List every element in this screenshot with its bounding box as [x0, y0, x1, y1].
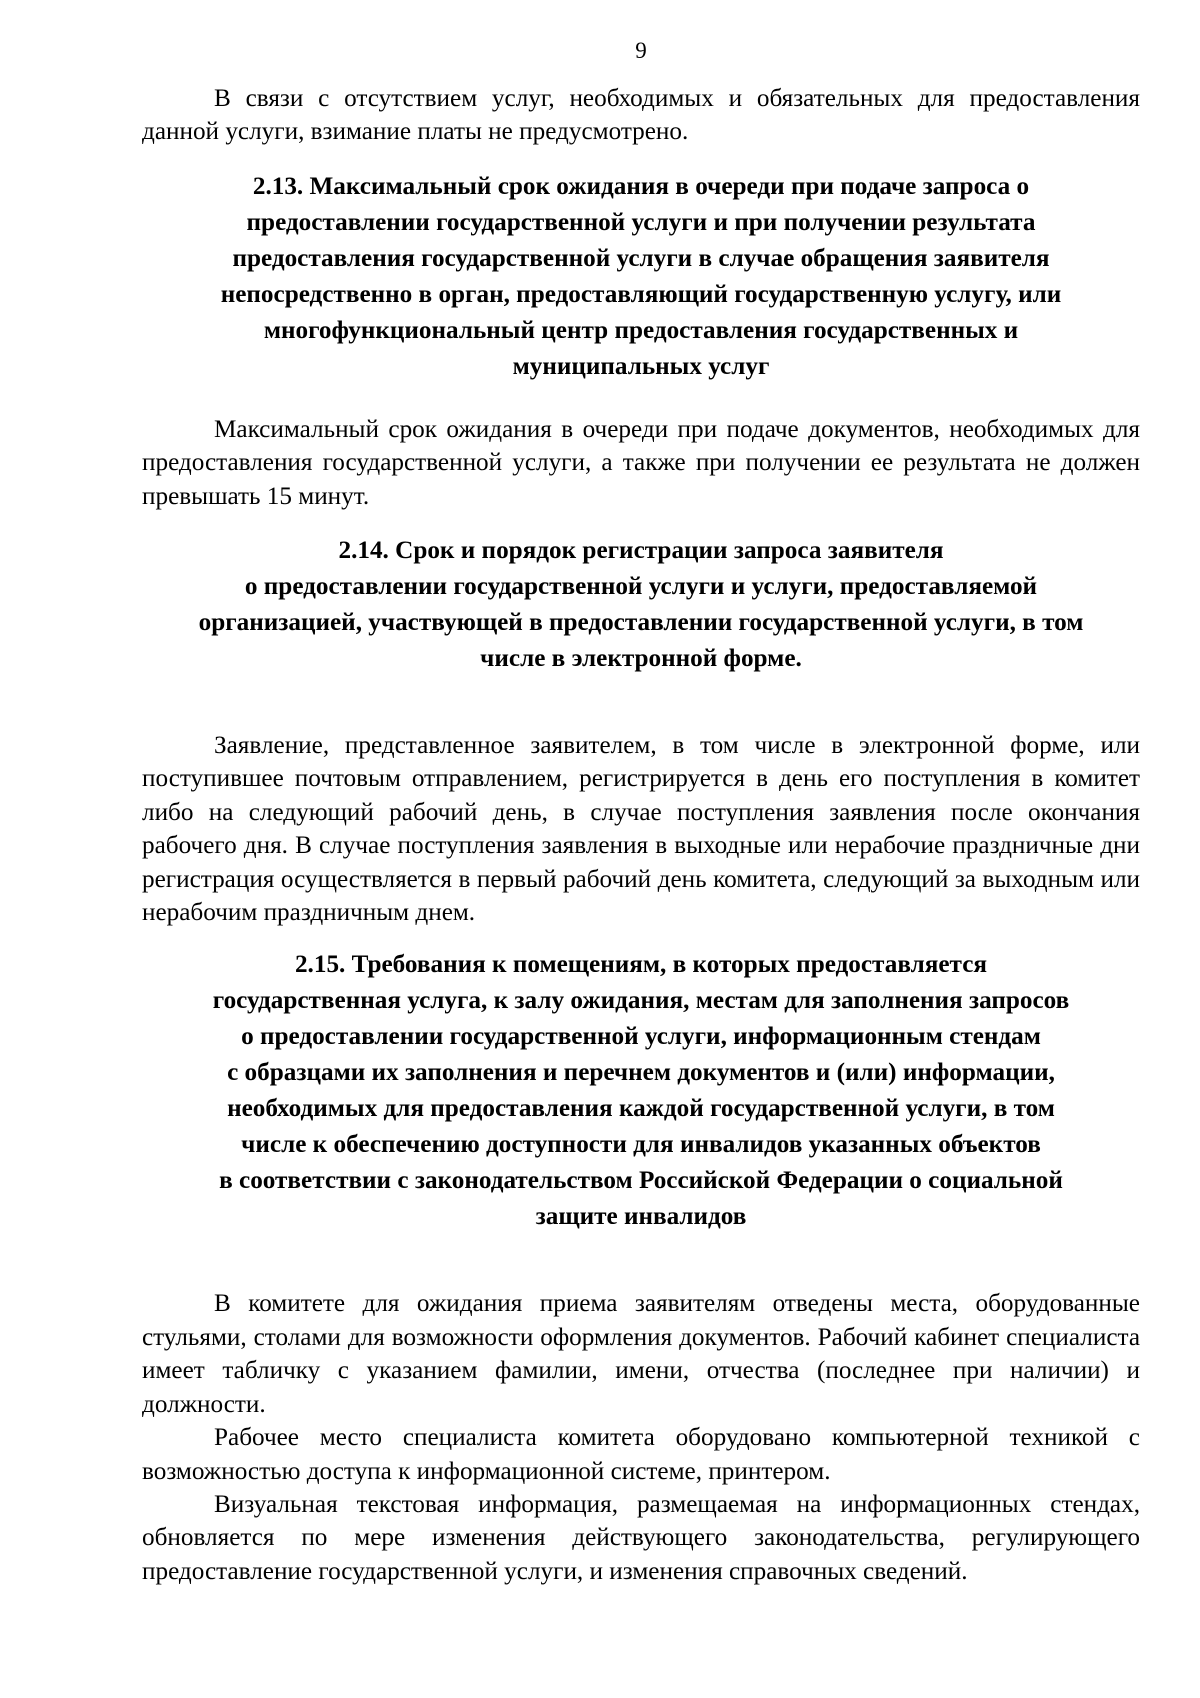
heading-line: о предоставлении государственной услуги, информационным стендам: [241, 1023, 1041, 1051]
heading-line: организацией, участвующей в предоставлении государственной услуги, в том: [198, 609, 1084, 637]
paragraph-wait-time: Максимальный срок ожидания в очереди при подаче документов, необходимых для предоставления государственной услуги, а также при получении ее результата не должен превышать 15 минут.: [142, 415, 1140, 510]
heading-line: государственная услуга, к залу ожидания, местам для заполнения запросов: [212, 987, 1070, 1015]
paragraph-premises-seating: В комитете для ожидания приема заявителям отведены места, оборудованные стульями, столами для возможности оформления документов. Рабочий кабинет специалиста имеет табличку с указанием фамилии, имени, отчества (последнее при наличии) и должности.: [142, 1290, 1140, 1418]
heading-line: непосредственно в орган, предоставляющий государственную услугу, или: [220, 280, 1062, 308]
paragraph-premises-workplace: Рабочее место специалиста комитета оборудовано компьютерной техникой с возможностью доступа к информационной системе, принтером.: [142, 1424, 1140, 1485]
heading-line: о предоставлении государственной услуги и услуги, предоставляемой: [244, 573, 1038, 601]
heading-line: 2.14. Срок и порядок регистрации запроса заявителя: [338, 537, 944, 565]
paragraph-fee-note: В связи с отсутствием услуг, необходимых и обязательных для предоставления данной услуги, взимание платы не предусмотрено.: [142, 85, 1140, 146]
heading-line: предоставлении государственной услуги и при получении результата: [246, 208, 1036, 236]
heading-line: с образцами их заполнения и перечнем документов и (или) информации,: [227, 1059, 1055, 1087]
spacer: [142, 929, 1140, 947]
heading-line: числе к обеспечению доступности для инвалидов указанных объектов: [241, 1131, 1041, 1159]
spacer: [142, 677, 1140, 729]
spacer: [142, 149, 1140, 169]
heading-line: предоставления государственной услуги в случае обращения заявителя: [232, 244, 1050, 272]
paragraph-registration: Заявление, представленное заявителем, в том числе в электронной форме, или поступившее почтовым отправлением, регистрируется в день его поступления в комитет либо на следующий рабочий день, в случае поступления заявления после окончания рабочего дня. В случае поступления заявления в выходные или нерабочие праздничные дни регистрация осуществляется в первый рабочий день комитета, следующий за выходным или нерабочим праздничным днем.: [142, 732, 1140, 927]
section-heading-2-15: [142, 947, 1140, 1235]
heading-line: в соответствии с законодательством Российской Федерации о социальной: [219, 1167, 1063, 1195]
section-heading-2-14: [142, 533, 1140, 677]
heading-line: 2.15. Требования к помещениям, в которых предоставляется: [294, 951, 988, 979]
heading-line: муниципальных услуг: [512, 352, 770, 380]
spacer: [142, 385, 1140, 413]
heading-line: многофункциональный центр предоставления государственных и: [263, 316, 1019, 344]
heading-line: защите инвалидов: [535, 1203, 747, 1231]
section-heading-2-13: [142, 169, 1140, 385]
heading-line: числе в электронной форме.: [480, 645, 802, 673]
spacer: [142, 513, 1140, 533]
document-page: [142, 38, 1140, 1588]
heading-line: 2.13. Максимальный срок ожидания в очереди при подаче запроса о: [252, 172, 1030, 200]
page-number: 9: [635, 38, 647, 63]
heading-line: необходимых для предоставления каждой государственной услуги, в том: [227, 1095, 1055, 1123]
spacer: [142, 1235, 1140, 1287]
paragraph-premises-info-stands: Визуальная текстовая информация, размещаемая на информационных стендах, обновляется по мере изменения действующего законодательства, регулирующего предоставление государственной услуги, и изменения справочных сведений.: [142, 1490, 1140, 1585]
